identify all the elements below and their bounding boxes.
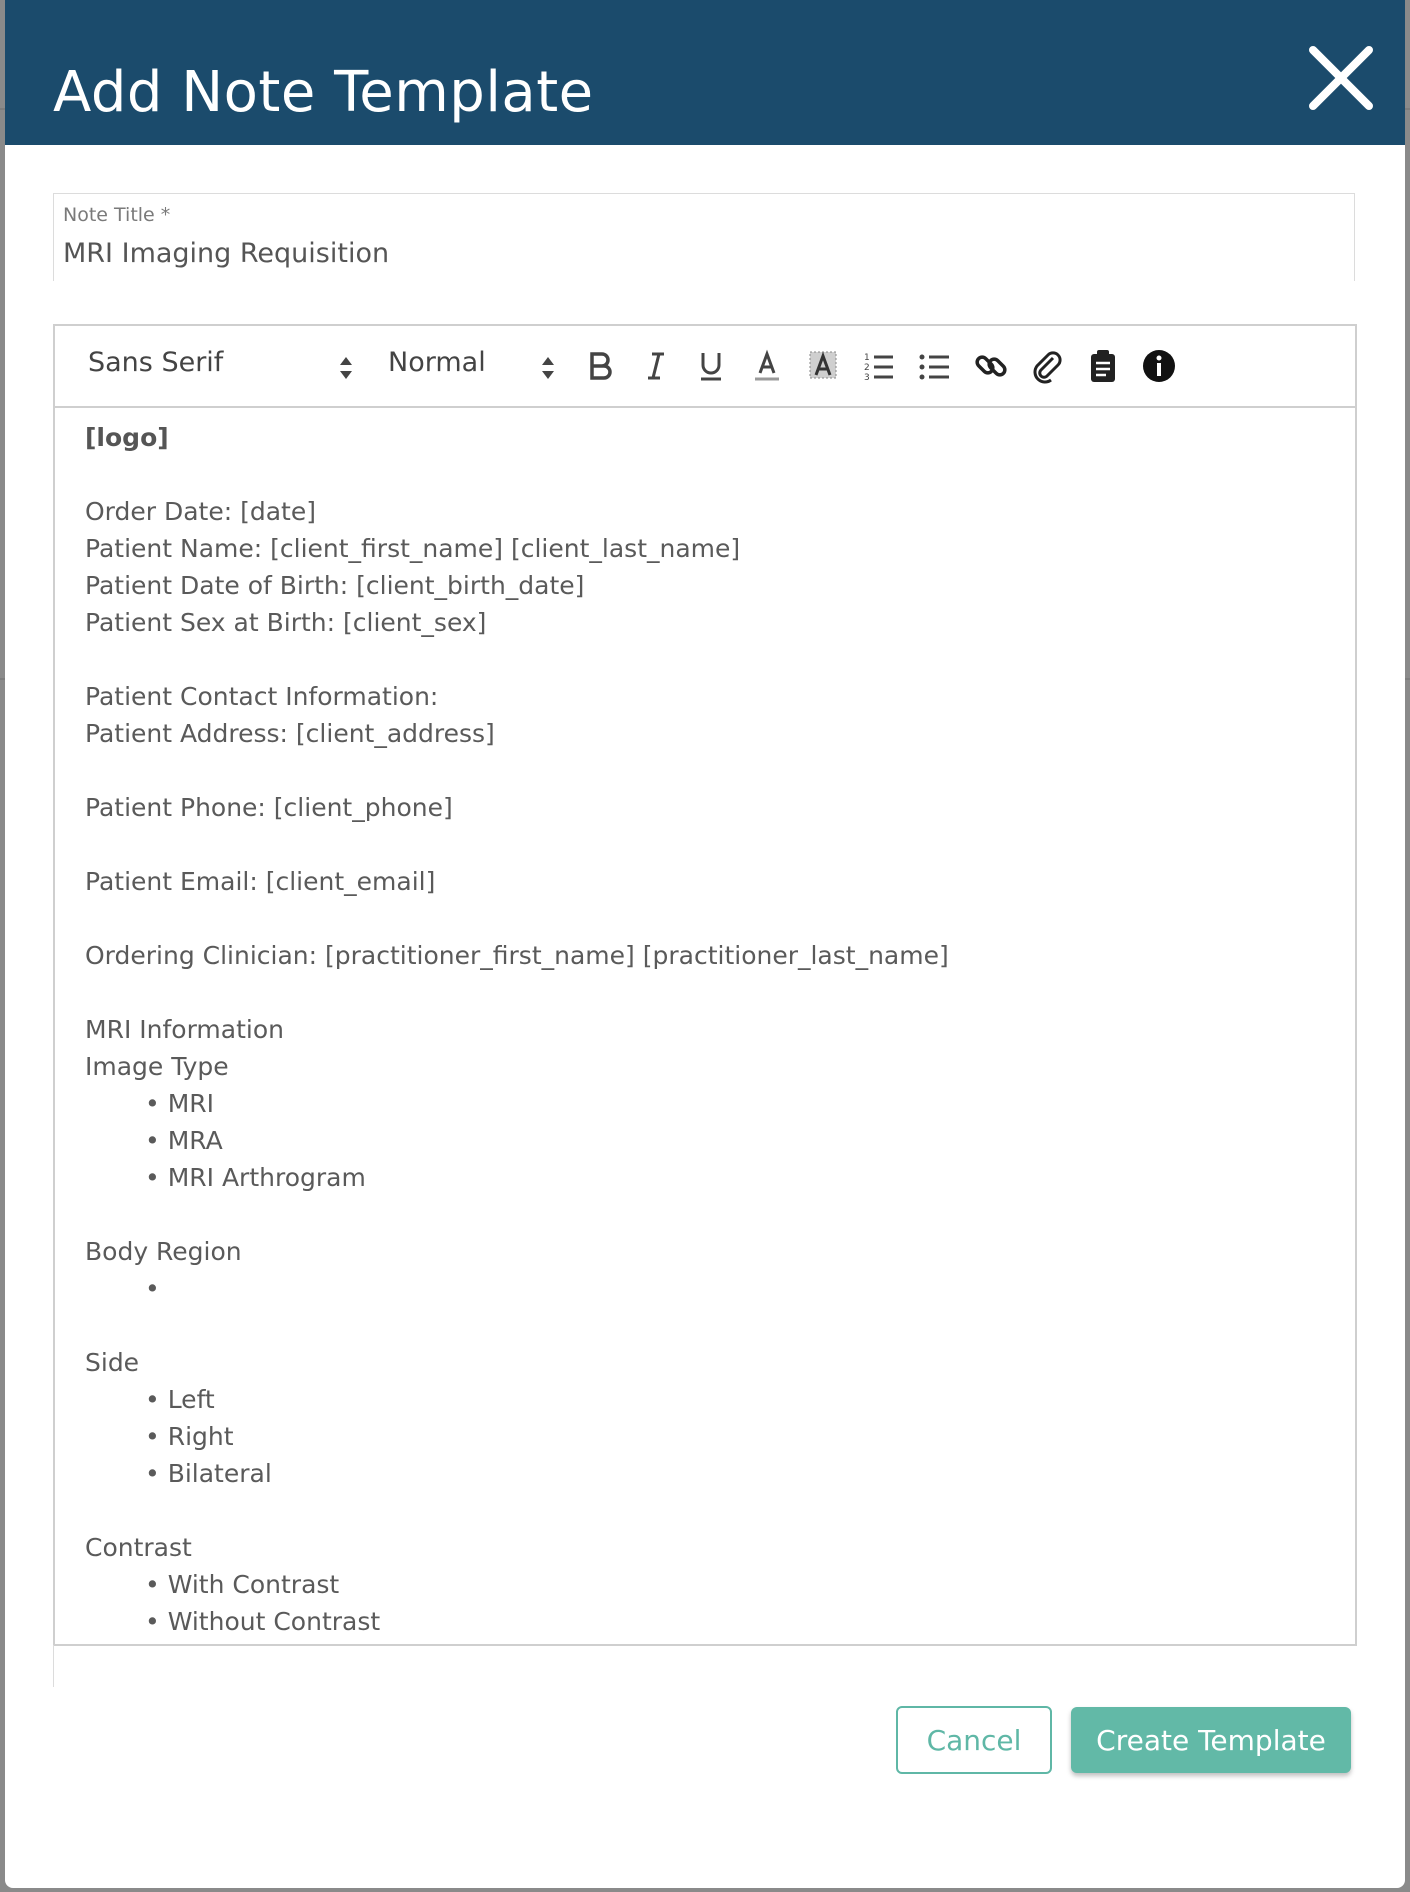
svg-text:2: 2 bbox=[864, 363, 870, 373]
list-item: • Right bbox=[145, 1422, 234, 1451]
link-button[interactable] bbox=[973, 348, 1009, 384]
patient-name-line: Patient Name: [client_first_name] [client_last_name] bbox=[85, 534, 741, 563]
clipboard-icon bbox=[1085, 348, 1121, 384]
select-arrows-icon bbox=[338, 355, 354, 381]
image-type-heading: Image Type bbox=[85, 1052, 229, 1081]
list-item: • With Contrast bbox=[145, 1570, 340, 1599]
blank-line bbox=[85, 752, 1315, 789]
list-item: • Bilateral bbox=[145, 1459, 272, 1488]
patient-dob-line: Patient Date of Birth: [client_birth_date] bbox=[85, 571, 585, 600]
close-icon bbox=[1305, 42, 1377, 114]
highlight-icon bbox=[805, 348, 841, 384]
select-arrows-icon bbox=[540, 355, 556, 381]
editor-toolbar bbox=[55, 326, 1355, 408]
blank-line bbox=[85, 1196, 1315, 1233]
font-picker[interactable] bbox=[88, 347, 358, 385]
italic-icon bbox=[638, 348, 674, 384]
info-button[interactable] bbox=[1141, 348, 1177, 384]
bold-button[interactable] bbox=[582, 348, 618, 384]
note-title-label: Note Title * bbox=[63, 204, 171, 226]
logo-placeholder: [logo] bbox=[85, 423, 169, 452]
note-title-input[interactable] bbox=[63, 238, 1263, 269]
ordered-list-button[interactable] bbox=[861, 348, 897, 384]
list-item: • bbox=[145, 1274, 160, 1303]
list-item: • MRI Arthrogram bbox=[145, 1163, 366, 1192]
clipboard-button[interactable] bbox=[1085, 348, 1121, 384]
ordering-clinician-line: Ordering Clinician: [practitioner_first_name] [practitioner_last_name] bbox=[85, 941, 949, 970]
link-icon bbox=[973, 348, 1009, 384]
contact-heading: Patient Contact Information: bbox=[85, 682, 439, 711]
underline-button[interactable] bbox=[693, 348, 729, 384]
patient-phone-line: Patient Phone: [client_phone] bbox=[85, 793, 453, 822]
note-title-field[interactable] bbox=[53, 193, 1355, 281]
order-date-line: Order Date: [date] bbox=[85, 497, 316, 526]
blank-line bbox=[85, 1492, 1315, 1529]
bullet-list-button[interactable] bbox=[917, 348, 953, 384]
patient-address-line: Patient Address: [client_address] bbox=[85, 719, 495, 748]
info-icon bbox=[1141, 348, 1177, 384]
list-item: • Without Contrast bbox=[145, 1607, 381, 1636]
blank-line bbox=[85, 1307, 1315, 1344]
list-item: • MRA bbox=[145, 1126, 223, 1155]
body-region-heading: Body Region bbox=[85, 1237, 242, 1266]
blank-line bbox=[85, 641, 1315, 678]
highlight-button[interactable] bbox=[805, 348, 841, 384]
modal-header bbox=[5, 0, 1405, 145]
svg-text:1: 1 bbox=[864, 353, 870, 363]
size-picker-label: Normal bbox=[388, 347, 486, 378]
attachment-button[interactable] bbox=[1029, 348, 1065, 384]
cancel-button[interactable]: Cancel bbox=[896, 1706, 1052, 1774]
ordered-list-icon bbox=[861, 348, 897, 384]
bold-icon bbox=[582, 348, 618, 384]
size-picker[interactable] bbox=[388, 347, 548, 385]
bullet-list-icon bbox=[917, 348, 953, 384]
svg-text:3: 3 bbox=[864, 373, 870, 383]
blank-line bbox=[85, 974, 1315, 1011]
text-color-icon bbox=[749, 348, 785, 384]
rich-text-editor bbox=[53, 324, 1357, 1646]
blank-line bbox=[85, 456, 1315, 493]
add-note-template-modal bbox=[5, 0, 1405, 1888]
patient-email-line: Patient Email: [client_email] bbox=[85, 867, 436, 896]
editor-content[interactable] bbox=[85, 419, 1315, 1640]
text-color-button[interactable] bbox=[749, 348, 785, 384]
close-button[interactable] bbox=[1305, 42, 1377, 114]
underline-icon bbox=[693, 348, 729, 384]
patient-sex-line: Patient Sex at Birth: [client_sex] bbox=[85, 608, 487, 637]
field-divider bbox=[53, 1645, 54, 1687]
list-item: • MRI bbox=[145, 1089, 215, 1118]
font-picker-label: Sans Serif bbox=[88, 347, 224, 378]
mri-information-heading: MRI Information bbox=[85, 1015, 284, 1044]
list-item: • Left bbox=[145, 1385, 215, 1414]
create-template-button[interactable]: Create Template bbox=[1071, 1707, 1351, 1773]
blank-line bbox=[85, 900, 1315, 937]
attachment-icon bbox=[1029, 348, 1065, 384]
blank-line bbox=[85, 826, 1315, 863]
modal-title: Add Note Template bbox=[53, 60, 594, 125]
contrast-heading: Contrast bbox=[85, 1533, 192, 1562]
italic-button[interactable] bbox=[638, 348, 674, 384]
side-heading: Side bbox=[85, 1348, 140, 1377]
